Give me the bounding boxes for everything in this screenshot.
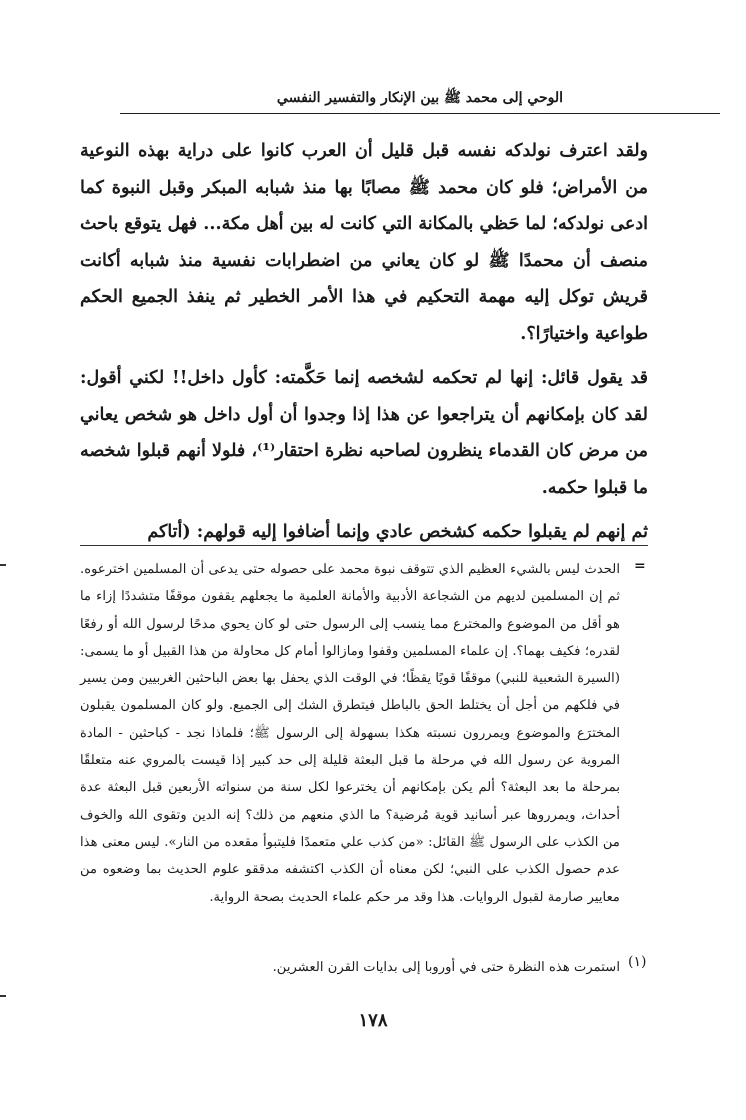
footnote-rule — [80, 545, 648, 546]
paragraph-1: ولقد اعترف نولدكه نفسه قبل قليل أن العرب كانوا على دراية بهذه النوعية من الأمراض؛ فلو كان محمد ﷺ مصابًا بها منذ شبابه المبكر وقبل النبوة كما ادعى نولدكه؛ لما حَظي بالمكانة التي كانت له بين أهل مكة... فهل يتوقع باحث منصف أن محمدًا ﷺ لو كان يعاني من اضطرابات نفسية منذ شبابه أكانت قريش توكل إليه مهمة التحكيم في هذا الأمر الخطير ثم ينفذ الجميع الحكم طواعية واختيارًا؟. — [80, 141, 648, 344]
footnote-continuation-marker: = — [634, 558, 646, 574]
paragraph-2: قد يقول قائل: إنها لم تحكمه لشخصه إنما حَكَّمته: كأول داخل!! لكني أقول: لقد كان بإمكانهم أن يتراجعوا عن هذا إذا وجدوا أن أول داخل هو شخص يعاني من مرض كان القدماء ينظرون لصاحبه نظرة احتقار⁽¹⁾، فلولا أنهم قبلوا شخصه ما قبلوا حكمه. — [80, 368, 649, 498]
header-rule — [120, 113, 720, 114]
edge-mark-left — [0, 564, 6, 566]
footnote-1-number: (١) — [628, 954, 647, 970]
main-text — [80, 133, 648, 559]
footnote-continuation-text: الحدث ليس بالشيء العظيم الذي تتوقف نبوة محمد على حصوله حتى يدعى أن المسلمين اخترعوه. ثم إن المسلمين لديهم من الشجاعة الأدبية والأمانة العلمية ما يجعلهم يقفون موقفًا متشددًا إزاء ما هو أقل من الموضوع والمخترع مما ينسب إلى الرسول حتى لو كان يحوي مدحًا لرسول الله أو رفعًا لقدره؛ فكيف بهما؟. إن علماء المسلمين وقفوا ومازالوا أمام كل محاولة من هذا القبيل أو ما يسمى: (السيرة الشعبية للنبي) موقفًا قويًا يقظًا؛ في الوقت الذي يحفل بها بعض الباحثين الغربيين ومن يسير في فلكهم من أجل أن يختلط الحق بالباطل فيتطرق الشك إلى الجميع. ولو كان المسلمون يقبلون المخترَع والموضوع ويمررون نسبته هكذا بسهولة إلى الرسول ﷺ؛ فلماذا نجد - كباحثين - المادة المروية عن رسول الله في مرحلة ما قبل البعثة قليلة إلى حد كبير إذا قيست بالمروي عنه متعلقًا بمرحلة ما بعد البعثة؟ ألم يكن بإمكانهم أن يخترعوا لكل سنة من سنواته الأربعين قبل البعثة عدة أحداث، ويمرروها عبر أسانيد قوية مُرضية؟ ما الذي منعهم من ذلك؟ إنه الدين وتقوى الله والخوف من الكذب على الرسول ﷺ القائل: «من كذب علي متعمدًا فليتبوأ مقعده من النار». ليس معنى هذا عدم حصول الكذب على النبي؛ لكن معناه أن الكذب اكتشفه مدققو علوم الحديث بما وضعوه من معايير صارمة لقبول الروايات. هذا وقد مر حكم علماء الحديث بصحة الرواية. — [80, 562, 620, 905]
edge-mark-left-lower — [0, 995, 6, 997]
page-number: ١٧٨ — [358, 1010, 388, 1031]
footnote-continuation — [80, 556, 620, 911]
footnote-1-text: استمرت هذه النظرة حتى في أوروبا إلى بدايات القرن العشرين. — [272, 960, 620, 975]
running-title: الوحي إلى محمد ﷺ بين الإنكار والتفسير النفسي — [276, 90, 564, 106]
paragraph-3: ثم إنهم لم يقبلوا حكمه كشخص عادي وإنما أضافوا إليه قولهم: (أتاكم — [147, 522, 648, 542]
